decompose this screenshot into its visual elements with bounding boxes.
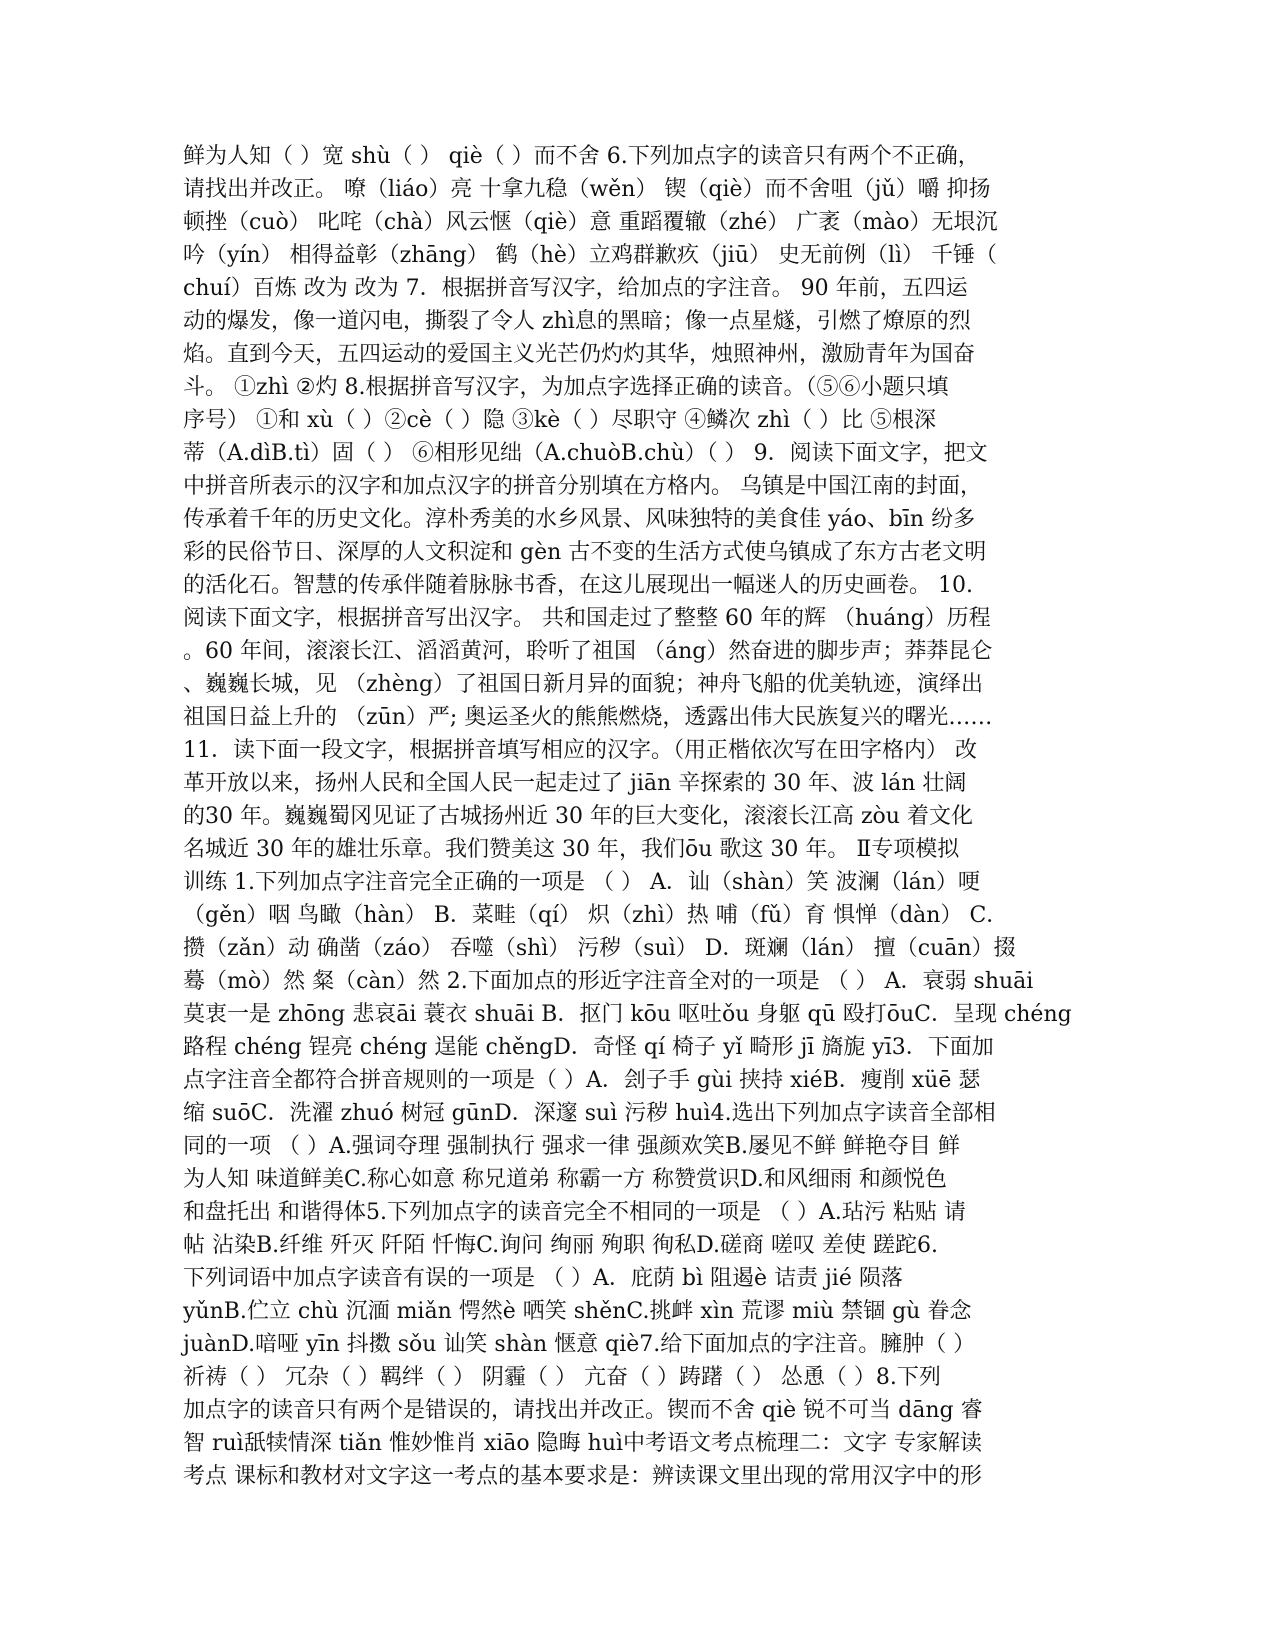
text-line: 同的一项 （ ）A.强词夺理 强制执行 强求一律 强颜欢笑B.屡见不鲜 鲜艳夺目 鲜 (183, 1134, 960, 1159)
text-line: 莫衷一是 zhōng 悲哀āi 蓑衣 shuāi B．抠门 kōu 呕吐ǒu 身躯 qū 殴打ōuC．呈现 chéng (183, 1002, 1072, 1027)
text-line: 顿挫（cuò） 叱咤（chà）风云惬（qiè）意 重蹈覆辙（zhé） 广袤（mào）无垠沉 (183, 210, 998, 235)
text-line: 的活化石。智慧的传承伴随着脉脉书香，在这儿展现出一幅迷人的历史画卷。 10. (183, 573, 973, 598)
text-line: 传承着千年的历史文化。淳朴秀美的水乡风景、风味独特的美食佳 yáo、bīn 纷多 (183, 507, 976, 532)
text-line: 的30 年。巍巍蜀冈见证了古城扬州近 30 年的巨大变化，滚滚长江高 zòu 着文化 (183, 804, 973, 829)
text-line: 序号） ①和 xù（ ）②cè（ ）隐 ③kè（ ）尽职守 ④鳞次 zhì（ ）比 ⑤根深 (183, 408, 936, 433)
text-line: 请找出并改正。 嘹（liáo）亮 十拿九稳（wěn） 锲（qiè）而不舍咀（jǔ）嚼 抑扬 (183, 177, 991, 202)
text-line: 加点字的读音只有两个是错误的，请找出并改正。锲而不舍 qiè 锐不可当 dāng 睿 (183, 1398, 983, 1423)
text-line: 鲜为人知（ ）宽 shù（ ） qiè（ ）而不舍 6.下列加点字的读音只有两个不正确， (183, 144, 980, 169)
text-line: 动的爆发，像一道闪电，撕裂了令人 zhì息的黑暗；像一点星燧，引燃了燎原的烈 (183, 309, 971, 334)
document-page (183, 140, 1123, 1493)
text-line: juànD.喑哑 yīn 抖擞 sǒu 讪笑 shàn 惬意 qiè7.给下面加点的字注音。臃肿（ ） (183, 1332, 976, 1357)
text-line: 祈祷（ ） 冗杂（ ）羁绊（ ） 阴霾（ ） 亢奋（ ）踌躇（ ） 怂恿（ ）8.下列 (183, 1365, 941, 1390)
text-line: yǔnB.伫立 chù 沉湎 miǎn 愕然è 哂笑 shěnC.挑衅 xìn 荒谬 miù 禁锢 gù 眷念 (183, 1299, 972, 1324)
text-line: 斗。 ①zhì ②灼 8.根据拼音写汉字，为加点字选择正确的读音。（⑤⑥小题只填 (183, 375, 949, 400)
text-line: 祖国日益上升的 （zūn）严; 奥运圣火的熊熊燃烧，透露出伟大民族复兴的曙光…… (183, 705, 993, 730)
text-line: 点字注音全都符合拼音规则的一项是（ ）A．刽子手 gùi 挟持 xiéB．瘦削 xüē 瑟 (183, 1068, 981, 1093)
text-line: 。60 年间，滚滚长江、滔滔黄河，聆听了祖国 （áng）然奋进的脚步声；莽莽昆仑 (183, 639, 993, 664)
text-line: 下列词语中加点字读音有误的一项是 （ ）A．庇荫 bì 阻遏è 诘责 jié 陨落 (183, 1266, 903, 1291)
text-line: 路程 chéng 锃亮 chéng 逞能 chěngD．奇怪 qí 椅子 yǐ 畸形 jī 旖旎 yī3．下面加 (183, 1035, 994, 1060)
text-line: 焰。直到今天，五四运动的爱国主义光芒仍灼灼其华，烛照神州，激励青年为国奋 (183, 342, 976, 367)
text-line: 彩的民俗节日、深厚的人文积淀和 gèn 古不变的生活方式使乌镇成了东方古老文明 (183, 540, 987, 565)
text-line: 智 ruì舐犊情深 tiǎn 惟妙惟肖 xiāo 隐晦 huì中考语文考点梳理二：文字 专家解读 (183, 1431, 983, 1456)
text-line: （gěn）咽 鸟瞰（hàn） B．菜畦（qí） 炽（zhì）热 哺（fǔ）育 惧惮（dàn） C． (183, 903, 1009, 928)
text-line: 革开放以来，扬州人民和全国人民一起走过了 jiān 辛探索的 30 年、波 lán 壮阔 (183, 771, 967, 796)
text-line: 攒（zǎn）动 确凿（záo） 吞噬（shì） 污秽（suì） D．斑斓（lán） 擅（cuān）掇 (183, 936, 1016, 961)
text-line: 阅读下面文字，根据拼音写出汉字。 共和国走过了整整 60 年的辉 （huáng）历程 (183, 606, 991, 631)
text-line: 考点 课标和教材对文字这一考点的基本要求是：辨读课文里出现的常用汉字中的形 (183, 1464, 982, 1489)
text-line: 、巍巍长城，见 （zhèng）了祖国日新月异的面貌；神舟飞船的优美轨迹，演绎出 (183, 672, 984, 697)
text-line: 吟（yín） 相得益彰（zhāng） 鹤（hè）立鸡群歉疚（jiū） 史无前例（lì） 千锤（ (183, 243, 998, 268)
text-line: 为人知 味道鲜美C.称心如意 称兄道弟 称霸一方 称赞赏识D.和风细雨 和颜悦色 (183, 1167, 947, 1192)
text-line: 训练 1.下列加点字注音完全正确的一项是 （ ） A．讪（shàn）笑 波澜（lán）哽 (183, 870, 980, 895)
text-line: 11．读下面一段文字，根据拼音填写相应的汉字。（用正楷依次写在田字格内） 改 (183, 738, 977, 763)
text-line: 缩 suōC．洗濯 zhuó 树冠 gūnD．深邃 suì 污秽 huì4.选出下列加点字读音全部相 (183, 1101, 996, 1126)
text-line: 蓦（mò）然 粲（càn）然 2.下面加点的形近字注音全对的一项是 （ ） A．衰弱 shuāi (183, 969, 1034, 994)
text-line: 中拼音所表示的汉字和加点汉字的拼音分别填在方格内。 乌镇是中国江南的封面， (183, 474, 982, 499)
text-line: 帖 沾染B.纤维 歼灭 阡陌 忏悔C.询问 绚丽 殉职 徇私D.磋商 嗟叹 差使 蹉跎6. (183, 1233, 938, 1258)
text-line: 和盘托出 和谐得体5.下列加点字的读音完全不相同的一项是 （ ）A.玷污 粘贴 请 (183, 1200, 966, 1225)
text-line: chuí）百炼 改为 改为 7．根据拼音写汉字，给加点的字注音。 90 年前，五四运 (183, 276, 968, 301)
text-line: 名城近 30 年的雄壮乐章。我们赞美这 30 年，我们ōu 歌这 30 年。 Ⅱ专项模拟 (183, 837, 960, 862)
text-line: 蒂（A.dìB.tì）固（ ） ⑥相形见绌（A.chuòB.chù）（ ） 9．阅读下面文字，把文 (183, 441, 988, 466)
